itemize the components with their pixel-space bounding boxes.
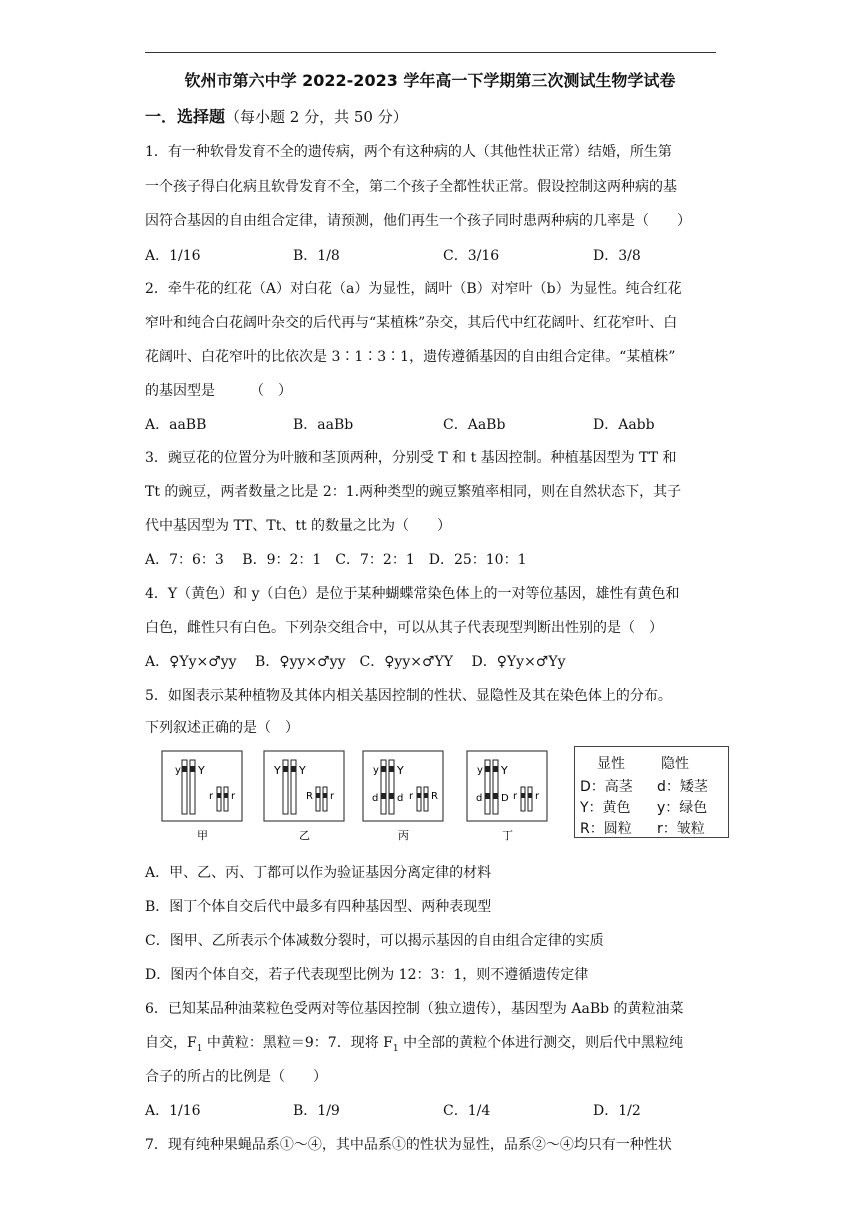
gene-ding-Y: Y: [501, 764, 508, 777]
q2-option-b: B．aaBb: [293, 417, 354, 433]
gene-yi-r: r: [330, 791, 335, 802]
q5-line-2: 下列叙述正确的是（ ）: [145, 720, 299, 736]
q5-option-d: D．图丙个体自交，若子代表现型比例为 12：3：1，则不遵循遗传定律: [145, 967, 589, 983]
q5-option-a: A．甲、乙、丙、丁都可以作为验证基因分离定律的材料: [145, 865, 492, 881]
q6-option-c: C．1/4: [443, 1103, 491, 1119]
q7-line-1: 7．现有纯种果蝇品系①～④，其中品系①的性状为显性，品系②～④均只有一种性状: [145, 1137, 672, 1153]
q6-subscript-1: 1: [196, 1043, 203, 1054]
gene-jia-Y: Y: [198, 764, 205, 777]
q6-line-3: 合子的所占的比例是（ ）: [145, 1069, 327, 1085]
legend-header-dominant: 显性: [597, 756, 625, 772]
gene-bing-R: R: [431, 791, 438, 802]
section-heading-label: 一．选择题: [145, 107, 226, 126]
legend-row-1-recessive: d：矮茎: [657, 779, 708, 795]
q2-line-3: 花阔叶、白花窄叶的比依次是 3∶1∶3∶1，遗传遵循基因的自由组合定律。“某植株”: [145, 349, 676, 365]
gene-bing-Y: Y: [397, 764, 404, 777]
legend-row-1-dominant: D：高茎: [580, 779, 633, 795]
q2-option-c: C．AaBb: [443, 417, 506, 433]
q6-option-b: B．1/9: [293, 1103, 340, 1119]
gene-yi-R: R: [306, 791, 313, 802]
cell-bing: [363, 751, 443, 842]
q5-line-1: 5．如图表示某种植物及其体内相关基因控制的性状、显隐性及其在染色体上的分布。: [145, 688, 672, 704]
section-heading: [145, 104, 408, 127]
gene-bing-d1: d: [372, 793, 379, 804]
legend-header-recessive: 隐性: [661, 756, 689, 772]
gene-ding-y: y: [477, 765, 483, 776]
q4-options: A．♀Yy×♂yy B．♀yy×♂yy C．♀yy×♂YY D．♀Yy×♂Yy: [145, 654, 566, 670]
trait-legend: [574, 746, 729, 838]
q6-line-1: 6．已知某品种油菜粒色受两对等位基因控制（独立遗传），基因型为 AaBb 的黄粒油菜: [145, 1001, 684, 1017]
q5-option-c: C．图甲、乙所表示个体减数分裂时，可以揭示基因的自由组合定律的实质: [145, 933, 604, 949]
legend-row-2-recessive: y：绿色: [657, 800, 708, 816]
q1-line-2: 一个孩子得白化病且软骨发育不全，第二个孩子全都性状正常。假设控制这两种病的基: [145, 179, 677, 195]
gene-ding-r1: r: [513, 791, 518, 802]
gene-ding-r2: r: [535, 791, 540, 802]
q2-option-a: A．aaBB: [145, 417, 207, 433]
legend-row-3-dominant: R：圆粒: [580, 821, 632, 837]
q3-options: A．7：6：3 B．9：2：1 C．7：2：1 D．25：10：1: [145, 552, 527, 568]
q3-line-2: Tt 的豌豆，两者数量之比是 2：1.两种类型的豌豆繁殖率相同，则在自然状态下，其子: [145, 484, 682, 500]
q1-option-a: A．1/16: [145, 248, 201, 264]
legend-row-2-dominant: Y：黄色: [580, 800, 631, 816]
legend-row-3-recessive: r：皱粒: [657, 821, 705, 837]
gene-bing-y: y: [373, 765, 379, 776]
q6-option-d: D．1/2: [593, 1103, 641, 1119]
q6-subscript-2: 1: [392, 1043, 399, 1054]
label-jia: 甲: [197, 829, 208, 842]
cell-jia: [162, 751, 242, 842]
q1-option-c: C．3/16: [443, 248, 500, 264]
q6-line-2-part-3: 中全部的黄粒个体进行测交，则后代中黑粒纯: [398, 1035, 684, 1051]
q6-line-2-part-1: 自交，F: [145, 1035, 197, 1051]
q6-line-2-part-2: 中黄粒：黑粒＝9：7．现将 F: [202, 1035, 393, 1051]
q2-line-4: 的基因型是 （ ）: [145, 383, 292, 399]
gene-yi-Y2: Y: [299, 764, 306, 777]
q2-option-d: D．Aabb: [593, 417, 655, 433]
gene-jia-r2: r: [231, 791, 236, 802]
gene-bing-d2: d: [397, 793, 404, 804]
gene-jia-y: y: [175, 765, 181, 776]
page-title: 钦州市第六中学 2022-2023 学年高一下学期第三次测试生物学试卷: [184, 71, 676, 90]
cell-yi: [264, 751, 344, 842]
gene-ding-d: d: [476, 793, 483, 804]
q1-option-d: D．3/8: [593, 248, 641, 264]
q1-option-b: B．1/8: [293, 248, 340, 264]
q1-line-3: 因符合基因的自由组合定律，请预测，他们再生一个孩子同时患两种病的几率是（ ）: [145, 213, 691, 229]
q2-line-2: 窄叶和纯合白花阔叶杂交的后代再与“某植株”杂交，其后代中红花阔叶、红花窄叶、白: [145, 315, 678, 331]
chromosome-diagram: [145, 745, 575, 845]
q4-line-2: 白色，雌性只有白色。下列杂交组合中，可以从其子代表现型判断出性别的是（ ）: [145, 620, 663, 636]
gene-ding-D: D: [501, 793, 509, 804]
q1-line-1: 1．有一种软骨发育不全的遗传病，两个有这种病的人（其他性状正常）结婚，所生第: [145, 144, 672, 160]
q6-option-a: A．1/16: [145, 1103, 201, 1119]
q2-line-1: 2．牵牛花的红花（A）对白花（a）为显性，阔叶（B）对窄叶（b）为显性。纯合红花: [145, 281, 682, 297]
gene-jia-r1: r: [209, 791, 214, 802]
q6-line-2: [145, 1032, 683, 1054]
gene-yi-Y1: Y: [274, 764, 281, 777]
label-ding: 丁: [502, 829, 513, 842]
label-bing: 丙: [398, 829, 409, 842]
q3-line-3: 代中基因型为 TT、Tt、tt 的数量之比为（ ）: [145, 518, 452, 534]
label-yi: 乙: [299, 829, 310, 842]
section-heading-note: （每小题 2 分，共 50 分）: [225, 108, 408, 126]
top-rule: [145, 52, 716, 53]
cell-ding: [467, 751, 547, 842]
gene-bing-r: r: [409, 791, 414, 802]
q3-line-1: 3．豌豆花的位置分为叶腋和茎顶两种，分别受 T 和 t 基因控制。种植基因型为 TT 和: [145, 450, 677, 466]
q4-line-1: 4．Y（黄色）和 y（白色）是位于某种蝴蝶常染色体上的一对等位基因，雄性有黄色和: [145, 586, 680, 602]
q5-option-b: B．图丁个体自交后代中最多有四种基因型、两种表现型: [145, 899, 492, 915]
